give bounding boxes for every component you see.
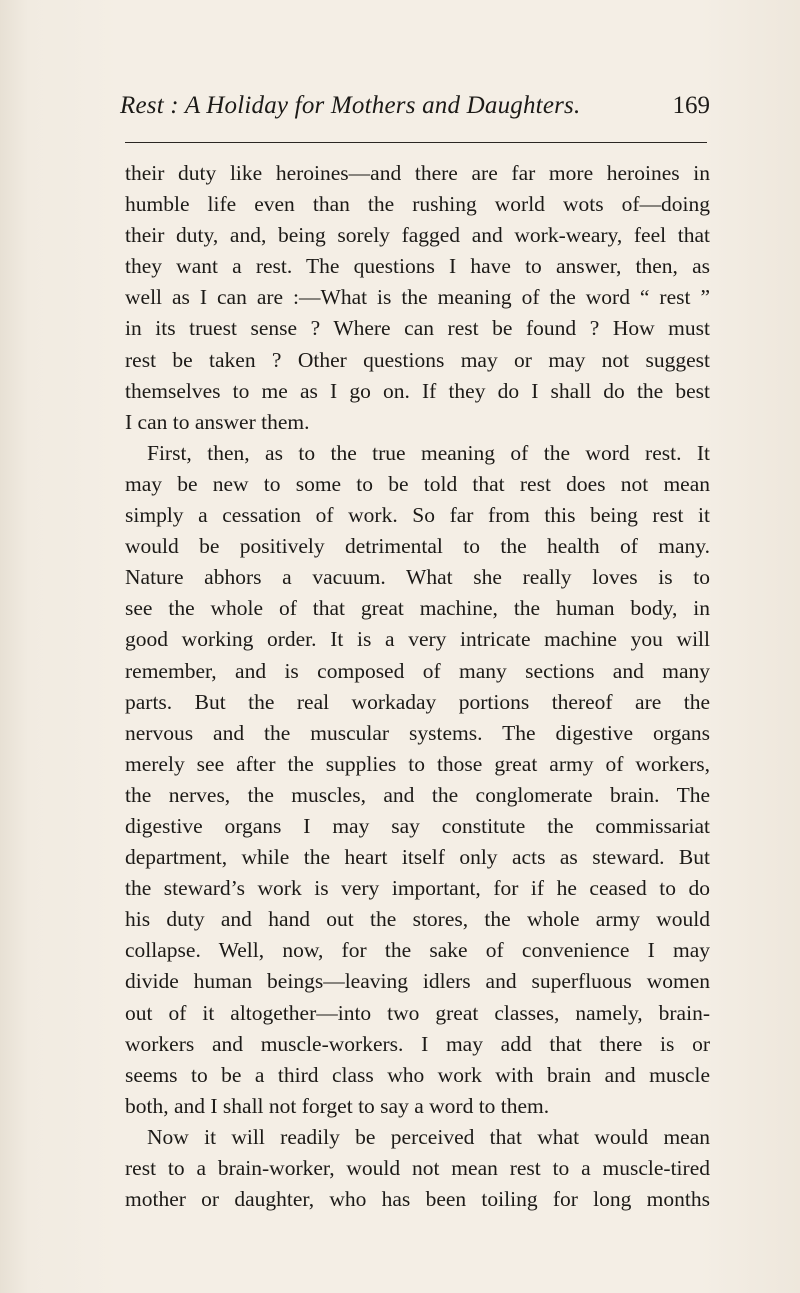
text-line: workers and muscle-workers. I may add that there is or: [125, 1031, 710, 1056]
running-title: Rest : A Holiday for Mothers and Daughters.: [120, 92, 581, 119]
text-line: humble life even than the rushing world wots of—doing: [125, 192, 710, 217]
text-line: I can to answer them.: [125, 409, 310, 434]
body-text: [125, 158, 710, 1215]
text-line: may be new to some to be told that rest does not mean: [125, 471, 710, 496]
text-line: parts. But the real workaday portions thereof are the: [125, 689, 710, 714]
text-line: rest to a brain-worker, would not mean rest to a muscle-tired: [125, 1156, 710, 1180]
text-line: digestive organs I may say constitute the commissariat: [125, 813, 710, 838]
text-line: in its truest sense ? Where can rest be found ? How must: [125, 316, 710, 341]
text-line: his duty and hand out the stores, the whole army would: [125, 907, 710, 932]
text-line: see the whole of that great machine, the human body, in: [125, 596, 710, 621]
text-line: remember, and is composed of many sections and many: [125, 658, 710, 683]
text-line: merely see after the supplies to those great army of workers,: [125, 751, 710, 776]
text-line: rest be taken ? Other questions may or may not suggest: [125, 347, 710, 372]
text-line: the nerves, the muscles, and the conglomerate brain. The: [125, 782, 710, 807]
text-line: Now it will readily be perceived that what would mean: [147, 1124, 710, 1149]
text-line: the steward’s work is very important, for if he ceased to do: [125, 876, 710, 901]
page-number: 169: [672, 92, 710, 119]
text-line: First, then, as to the true meaning of the word rest. It: [147, 440, 710, 465]
header-rule: [125, 142, 707, 143]
text-line: themselves to me as I go on. If they do I shall do the best: [125, 378, 710, 403]
text-line: both, and I shall not forget to say a word to them.: [125, 1093, 550, 1118]
text-line: collapse. Well, now, for the sake of convenience I may: [125, 938, 710, 963]
text-line: seems to be a third class who work with brain and muscle: [125, 1062, 710, 1087]
text-line: mother or daughter, who has been toiling for long months: [125, 1187, 710, 1212]
text-line: department, while the heart itself only acts as steward. But: [125, 845, 710, 870]
text-line: divide human beings—leaving idlers and superfluous women: [125, 969, 710, 994]
page-header: [120, 92, 710, 136]
text-line: well as I can are :—What is the meaning of the word “ rest ”: [125, 285, 710, 310]
text-line: they want a rest. The questions I have to answer, then, as: [125, 254, 710, 279]
text-line: simply a cessation of work. So far from this being rest it: [125, 503, 710, 528]
text-line: their duty, and, being sorely fagged and work-weary, feel that: [125, 223, 710, 248]
text-line: would be positively detrimental to the health of many.: [125, 534, 710, 559]
text-line: Nature abhors a vacuum. What she really loves is to: [125, 565, 710, 590]
text-line: their duty like heroines—and there are far more heroines in: [125, 161, 710, 185]
text-line: out of it altogether—into two great classes, namely, brain-: [125, 1000, 710, 1025]
text-line: good working order. It is a very intricate machine you will: [125, 627, 710, 652]
text-line: nervous and the muscular systems. The digestive organs: [125, 720, 710, 745]
